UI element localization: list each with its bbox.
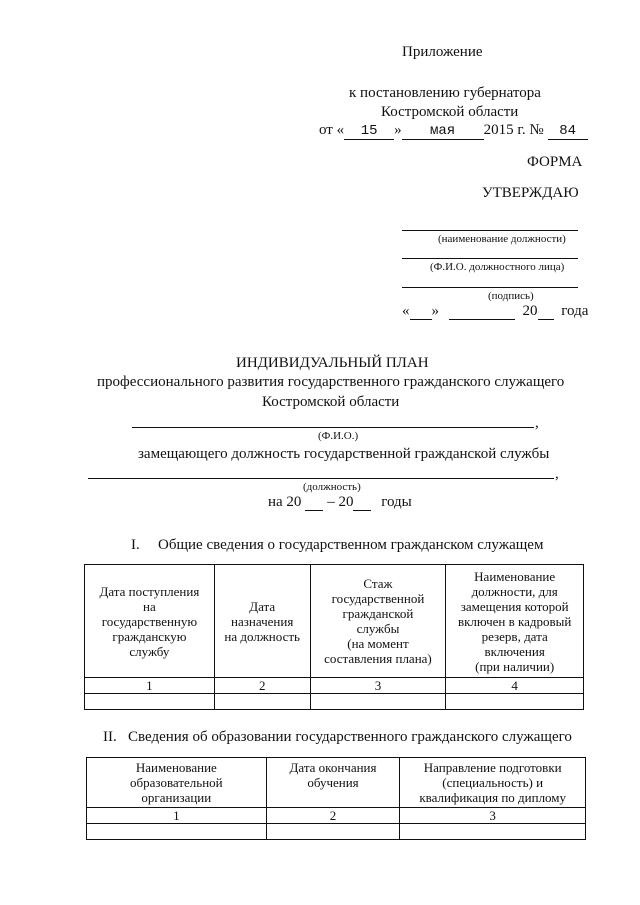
date-prefix: от «	[319, 122, 345, 138]
table-cell: 4	[446, 678, 584, 694]
approval-date-open: «	[402, 303, 410, 319]
table-cell: 2	[214, 678, 310, 694]
header-line: должности, для	[471, 583, 558, 599]
header-line: назначения	[231, 613, 294, 629]
header-line: (при наличии)	[475, 658, 555, 674]
header-line: гражданской	[342, 606, 414, 621]
table-cell	[87, 824, 267, 840]
table-cell: 1	[85, 678, 215, 694]
section2-header-row	[87, 758, 586, 808]
decree-number: 84	[548, 124, 588, 140]
header-line: (специальность) и	[442, 775, 544, 790]
section1-header-appointment-date	[214, 565, 310, 678]
header-line: организации	[141, 790, 212, 805]
table-cell: 2	[266, 808, 400, 824]
decree-line-2: Костромской области	[381, 104, 519, 120]
approval-signature-caption: (подпись)	[488, 290, 534, 302]
approval-year-blank	[538, 304, 554, 320]
approval-year-prefix: 20	[522, 303, 538, 319]
decree-date-line	[319, 122, 588, 140]
section1-header-reserve-position	[446, 565, 584, 678]
period-dash: – 20	[327, 494, 354, 510]
approval-month-blank	[449, 304, 515, 320]
decree-month: мая	[402, 124, 484, 140]
header-line: Направление подготовки	[423, 760, 562, 775]
approval-day-blank	[410, 304, 432, 320]
fio-comma: ,	[535, 415, 539, 431]
decree-year: 2015 г. №	[483, 122, 544, 138]
section2-table	[86, 757, 586, 840]
header-line: обучения	[307, 775, 359, 790]
approval-name-caption: (Ф.И.О. должностного лица)	[430, 261, 565, 273]
section1-header-entry-date	[85, 565, 215, 678]
header-line: Дата окончания	[289, 760, 377, 775]
header-line: включения	[484, 643, 545, 659]
approval-year-suffix: года	[561, 303, 589, 319]
section2-number-row	[87, 808, 586, 824]
approval-position-line	[402, 230, 578, 231]
table-cell: 3	[400, 808, 586, 824]
section1-header-row	[85, 565, 584, 678]
section1-title: Общие сведения о государственном гражданском служащем	[158, 537, 544, 553]
section1-table	[84, 564, 584, 710]
header-line: образовательной	[130, 775, 223, 790]
approval-date-line	[402, 303, 588, 320]
table-cell: 1	[87, 808, 267, 824]
table-cell	[266, 824, 400, 840]
period-prefix: на 20	[268, 494, 302, 510]
section2-header-organization	[87, 758, 267, 808]
section2-empty-row	[87, 824, 586, 840]
header-line: замещения которой	[460, 598, 569, 614]
header-line: составления плана)	[324, 651, 432, 666]
section1-number: I.	[131, 537, 140, 553]
header-line: государственную	[101, 613, 198, 629]
approval-date-close: »	[431, 303, 439, 319]
fio-caption: (Ф.И.О.)	[318, 430, 359, 442]
section1-empty-row	[85, 694, 584, 710]
fio-line	[132, 427, 534, 428]
form-label: ФОРМА	[527, 154, 583, 170]
plan-title: ИНДИВИДУАЛЬНЫЙ ПЛАН	[236, 355, 429, 371]
section1-number-row	[85, 678, 584, 694]
header-line: Дата	[249, 598, 276, 614]
position-comma: ,	[555, 466, 559, 482]
section1-header-service-length	[310, 565, 446, 678]
header-line: на должность	[224, 628, 300, 644]
approval-position-caption: (наименование должности)	[438, 233, 566, 245]
header-line: включен в кадровый	[457, 613, 572, 629]
decree-day: 15	[344, 124, 394, 140]
header-line: Наименование	[474, 568, 556, 584]
approval-name-line	[402, 258, 578, 259]
header-line: на	[143, 598, 156, 614]
table-cell	[400, 824, 586, 840]
appendix-label: Приложение	[402, 44, 483, 60]
position-line	[88, 478, 554, 479]
plan-subtitle-2: Костромской области	[262, 394, 400, 410]
section2-title: Сведения об образовании государственного гражданского служащего	[128, 729, 572, 745]
table-cell	[446, 694, 584, 710]
section2-number: II.	[103, 729, 117, 745]
section2-header-specialty	[400, 758, 586, 808]
header-line: государственной	[331, 591, 425, 606]
decree-line-1: к постановлению губернатора	[349, 85, 541, 101]
table-cell	[310, 694, 446, 710]
period-suffix: годы	[381, 494, 412, 510]
period-start-blank	[305, 495, 323, 511]
occupying-text: замещающего должность государственной гражданской службы	[138, 446, 550, 462]
position-caption: (должность)	[303, 481, 361, 493]
header-line: Стаж	[363, 576, 393, 591]
approval-title: УТВЕРЖДАЮ	[482, 185, 579, 201]
date-mid: »	[394, 122, 402, 138]
plan-period	[268, 494, 412, 511]
approval-signature-line	[402, 287, 578, 288]
header-line: резерв, дата	[481, 628, 548, 644]
header-line: квалификация по диплому	[419, 790, 567, 805]
period-end-blank	[353, 495, 371, 511]
header-line: службы	[356, 621, 400, 636]
section2-header-graduation-date	[266, 758, 400, 808]
plan-subtitle-1: профессионального развития государственного гражданского служащего	[97, 374, 565, 390]
header-line: службу	[129, 643, 170, 659]
header-line: Дата поступления	[99, 583, 200, 599]
table-cell: 3	[310, 678, 446, 694]
table-cell	[85, 694, 215, 710]
header-line: гражданскую	[112, 628, 187, 644]
header-line: Наименование	[135, 760, 217, 775]
header-line: (на момент	[347, 636, 409, 651]
table-cell	[214, 694, 310, 710]
